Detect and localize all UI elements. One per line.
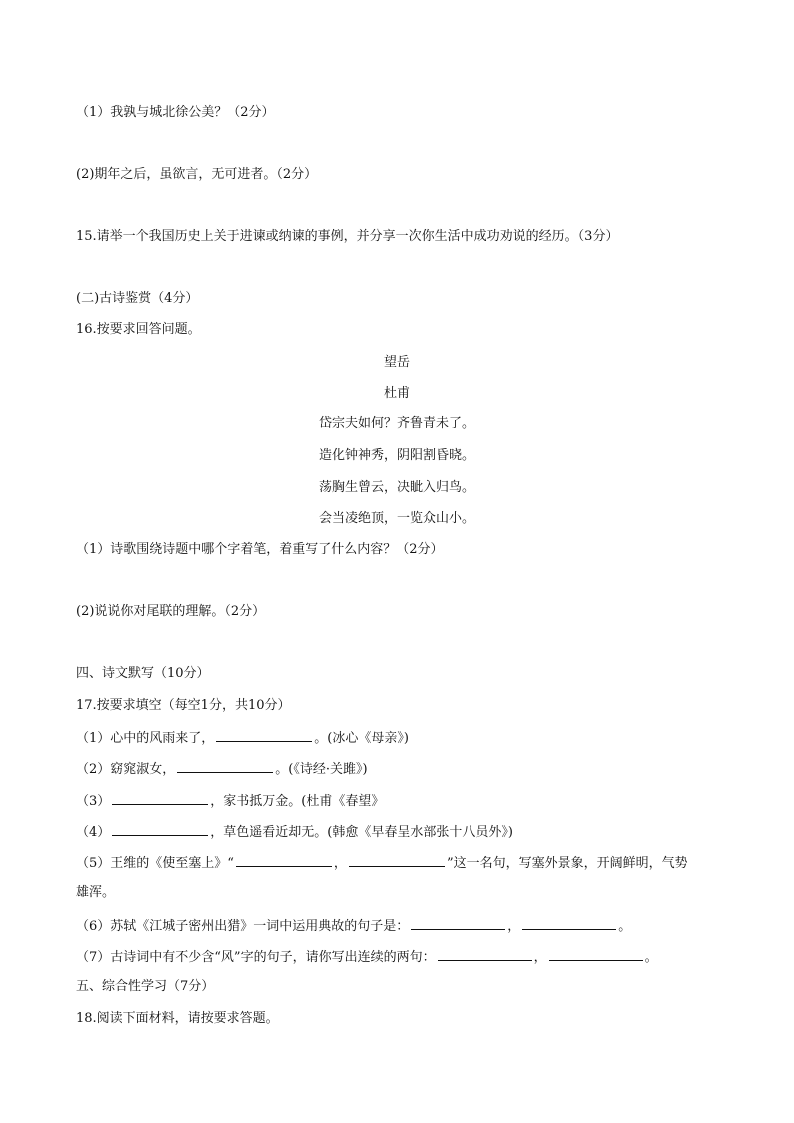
question-15: 15.请举一个我国历史上关于进谏或纳谏的事例，并分享一次你生活中成功劝说的经历。（3分）	[76, 229, 619, 244]
fill-text: （4）	[76, 825, 111, 840]
fill-text: （6）苏轼《江城子密州出猎》一词中运用典故的句子是：	[76, 919, 410, 934]
fill-text: ，家书抵万金。(杜甫《春望》	[210, 794, 385, 809]
poem-line: 荡胸生曾云，决眦入归鸟。	[318, 480, 475, 495]
fill-blank[interactable]	[177, 759, 273, 773]
fill-text: ，	[533, 950, 547, 965]
fill-item-6	[76, 916, 631, 936]
fill-blank[interactable]	[438, 947, 532, 961]
fill-item-2	[76, 759, 368, 779]
fill-blank[interactable]	[112, 822, 208, 836]
poem-line: 岱宗夫如何？齐鲁青未了。	[318, 416, 475, 431]
fill-text: （3）	[76, 794, 111, 809]
poem-line: 会当凌绝顶，一览众山小。	[318, 511, 475, 526]
fill-blank[interactable]	[216, 728, 312, 742]
fill-blank[interactable]	[549, 947, 643, 961]
fill-item-5-continued: 雄浑。	[76, 885, 116, 900]
fill-text: ，草色遥看近却无。(韩愈《早春呈水部张十八员外》)	[210, 825, 513, 840]
question-16-2: (2)说说你对尾联的理解。（2分）	[76, 604, 266, 619]
section-4-recitation: 四、诗文默写（10分）	[76, 666, 210, 681]
fill-item-7	[76, 947, 658, 967]
fill-text: 。(冰心《母亲》)	[314, 731, 409, 746]
fill-text: 。	[644, 950, 658, 965]
question-18: 18.阅读下面材料，请按要求答题。	[76, 1011, 279, 1026]
fill-blank[interactable]	[349, 853, 445, 867]
question-14-1: （1）我孰与城北徐公美？（2分）	[76, 105, 275, 120]
fill-text: （1）心中的风雨来了，	[76, 731, 215, 746]
fill-item-3	[76, 791, 384, 811]
poem-line: 造化钟神秀，阴阳割昏晓。	[318, 448, 475, 463]
fill-text: （5）王维的《使至塞上》“	[76, 856, 234, 871]
fill-text: 。(《诗经·关雎》)	[275, 762, 368, 777]
question-14-2: (2)期年之后，虽欲言，无可进者。（2分）	[76, 167, 318, 182]
question-17: 17.按要求填空（每空1分，共10分）	[76, 698, 291, 713]
fill-blank[interactable]	[236, 853, 332, 867]
fill-text: （7）古诗词中有不少含“风”字的句子，请你写出连续的两句：	[76, 950, 436, 965]
fill-text: 。	[618, 919, 632, 934]
fill-item-1	[76, 728, 409, 748]
fill-text: ，	[507, 919, 521, 934]
fill-text: ”这一名句，写塞外景象，开阔鲜明，气势	[446, 856, 688, 871]
fill-blank[interactable]	[112, 791, 208, 805]
fill-blank[interactable]	[522, 916, 616, 930]
question-16: 16.按要求回答问题。	[76, 322, 201, 337]
section-5-comprehensive: 五、综合性学习（7分）	[76, 979, 215, 994]
poem-author: 杜甫	[383, 386, 410, 401]
fill-text: ，	[333, 856, 347, 871]
fill-item-5	[76, 853, 688, 873]
fill-item-4	[76, 822, 513, 842]
fill-blank[interactable]	[411, 916, 505, 930]
section-poem-appreciation: (二)古诗鉴赏（4分）	[76, 291, 199, 306]
question-16-1: （1）诗歌围绕诗题中哪个字着笔，着重写了什么内容？（2分）	[76, 542, 444, 557]
fill-text: （2）窈窕淑女，	[76, 762, 176, 777]
poem-title: 望岳	[383, 355, 410, 370]
